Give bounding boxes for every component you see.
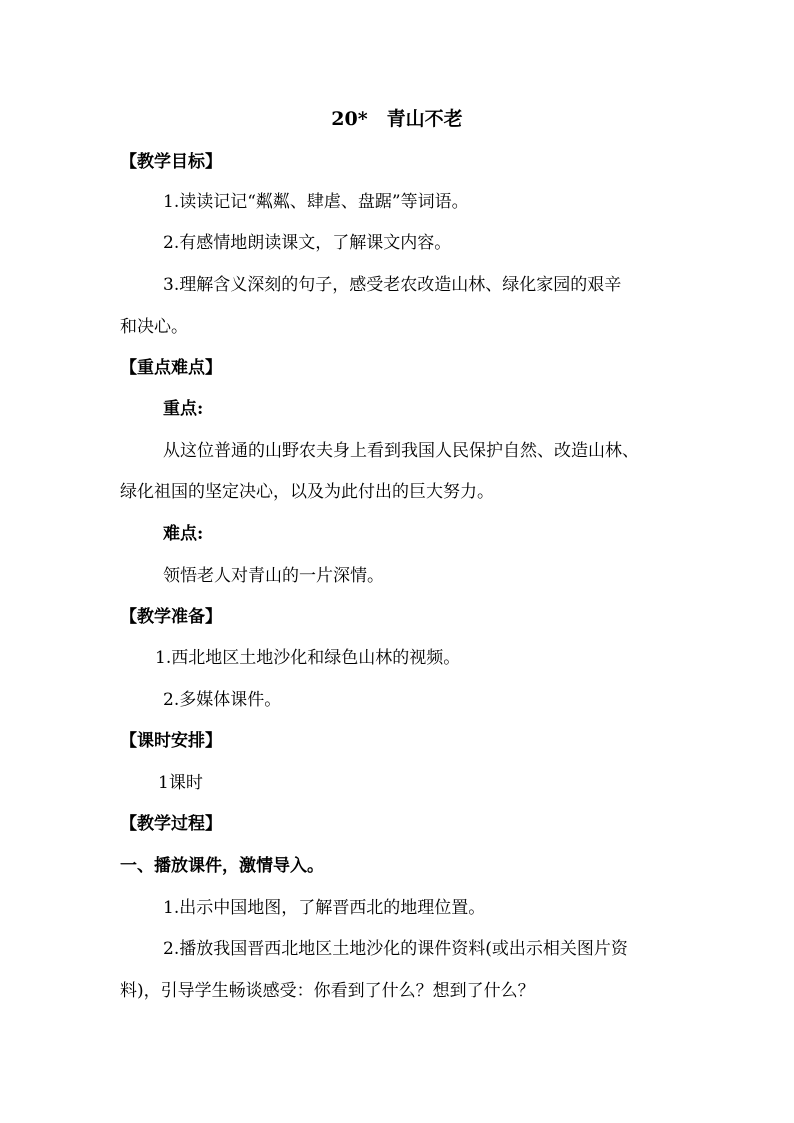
key-text-line-2: 绿化祖国的坚定决心，以及为此付出的巨大努力。 (120, 482, 494, 502)
difficulty-label: 难点: (163, 524, 204, 544)
objective-item-1: 1.读读记记“粼粼、肆虐、盘踞”等词语。 (163, 192, 469, 212)
schedule-heading: 【课时安排】 (120, 731, 222, 751)
key-label: 重点: (163, 399, 204, 419)
page-title: 20* 青山不老 (331, 108, 463, 130)
process-step-1-item-1: 1.出示中国地图，了解晋西北的地理位置。 (163, 898, 486, 918)
key-text-line-1: 从这位普通的山野农夫身上看到我国人民保护自然、改造山林、 (163, 441, 639, 461)
preparation-item-1: 1.西北地区土地沙化和绿色山林的视频。 (155, 648, 461, 668)
difficulty-text: 领悟老人对青山的一片深情。 (163, 566, 384, 586)
schedule-text: 1课时 (158, 773, 203, 793)
objective-item-2: 2.有感情地朗读课文，了解课文内容。 (163, 233, 452, 253)
preparation-item-2: 2.多媒体课件。 (163, 690, 282, 710)
objectives-heading: 【教学目标】 (120, 152, 222, 172)
objective-item-3-line-2: 和决心。 (120, 317, 188, 337)
objective-item-3-line-1: 3.理解含义深刻的句子，感受老农改造山林、绿化家园的艰辛 (163, 275, 622, 295)
process-step-1-heading: 一、播放课件，激情导入。 (120, 856, 324, 876)
process-heading: 【教学过程】 (120, 814, 222, 834)
preparation-heading: 【教学准备】 (120, 607, 222, 627)
process-step-1-item-2-line-2: 料)，引导学生畅谈感受：你看到了什么？想到了什么？ (120, 981, 535, 1001)
process-step-1-item-2-line-1: 2.播放我国晋西北地区土地沙化的课件资料(或出示相关图片资 (163, 939, 628, 959)
key-points-heading: 【重点难点】 (120, 358, 222, 378)
